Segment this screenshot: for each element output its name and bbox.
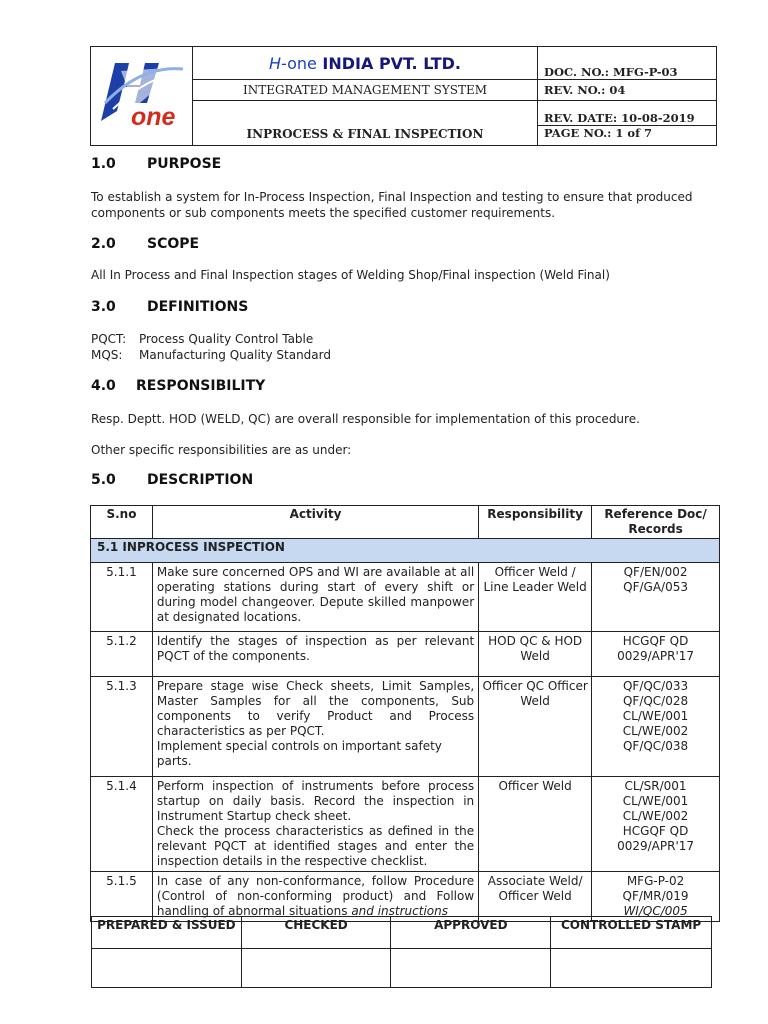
row-reference: HCGQF QD 0029/APR'17 — [592, 632, 720, 677]
section-title: DESCRIPTION — [147, 472, 254, 488]
signoff-approved-cell — [391, 949, 551, 988]
table-row — [91, 563, 720, 632]
table-row — [91, 777, 720, 872]
row-responsibility: HOD QC & HOD Weld — [479, 632, 592, 677]
row-responsibility: Associate Weld/ Officer Weld — [479, 872, 592, 922]
definitions-list — [91, 331, 331, 363]
table-row — [91, 872, 720, 922]
subheading: 5.1 INPROCESS INSPECTION — [91, 539, 720, 563]
section-title: RESPONSIBILITY — [136, 378, 266, 394]
signoff-header-checked: CHECKED — [241, 917, 391, 949]
signoff-stamp-cell — [551, 949, 712, 988]
signoff-checked-cell — [241, 949, 391, 988]
row-reference: QF/EN/002 QF/GA/053 — [592, 563, 720, 632]
signoff-prepared-cell — [92, 949, 242, 988]
row-responsibility: Officer QC Officer Weld — [479, 677, 592, 777]
section-heading-definitions — [91, 299, 248, 315]
company-logo — [91, 47, 193, 146]
row-reference: MFG-P-02 QF/MR/019 WI/QC/005 — [592, 872, 720, 922]
row-number: 5.1.4 — [91, 777, 153, 872]
column-header: S.no — [91, 506, 153, 539]
column-header: Responsibility — [479, 506, 592, 539]
row-responsibility: Officer Weld — [479, 777, 592, 872]
h-one-logo-icon — [91, 47, 191, 141]
definition-item: MQS: Manufacturing Quality Standard — [91, 348, 331, 362]
section-number: 1.0 — [91, 156, 116, 172]
section-title: DEFINITIONS — [147, 299, 249, 315]
definition-item: PQCT: Process Quality Control Table — [91, 332, 314, 346]
row-number: 5.1.5 — [91, 872, 153, 922]
description-table — [90, 505, 720, 922]
section-heading-scope — [91, 236, 199, 252]
column-header: Activity — [152, 506, 478, 539]
page-number: PAGE NO.: 1 of 7 — [538, 126, 717, 146]
section-title: PURPOSE — [147, 156, 222, 172]
row-activity: In case of any non-conformance, follow Procedure (Control of non-conforming product) and Follow handling of abnormal situations and instructions — [152, 872, 478, 922]
section-title: SCOPE — [147, 236, 200, 252]
row-activity: Perform inspection of instruments before process startup on daily basis. Record the inspection in Instrument Startup check sheet. Check the process characteristics as defined in the relevant PQCT at identified stages and enter the inspection details in the respective checklist. — [152, 777, 478, 872]
column-header: Reference Doc/ Records — [592, 506, 720, 539]
section-number: 5.0 — [91, 472, 116, 488]
section-heading-description — [91, 472, 253, 488]
table-subheading-row — [91, 539, 720, 563]
revision-date: REV. DATE: 10-08-2019 — [538, 101, 717, 126]
svg-text:one: one — [131, 103, 176, 131]
row-activity: Make sure concerned OPS and WI are available at all operating stations during start of every shift or during model changeover. Depute skilled manpower at designated locations. — [152, 563, 478, 632]
document-header — [90, 46, 717, 146]
row-activity: Identify the stages of inspection as per relevant PQCT of the components. — [152, 632, 478, 677]
section-number: 2.0 — [91, 236, 116, 252]
section-number: 3.0 — [91, 299, 116, 315]
management-system-label: INTEGRATED MANAGEMENT SYSTEM — [193, 80, 538, 101]
responsibility-subtext: Other specific responsibilities are as under: — [91, 443, 352, 457]
row-responsibility: Officer Weld / Line Leader Weld — [479, 563, 592, 632]
signoff-header-approved: APPROVED — [391, 917, 551, 949]
responsibility-text: Resp. Deptt. HOD (WELD, QC) are overall responsible for implementation of this procedure. — [91, 412, 640, 426]
revision-number: REV. NO.: 04 — [538, 80, 717, 101]
signoff-header-prepared: PREPARED & ISSUED — [92, 917, 242, 949]
section-heading-purpose — [91, 156, 221, 172]
row-reference: CL/SR/001 CL/WE/001 CL/WE/002 HCGQF QD 0029/APR'17 — [592, 777, 720, 872]
row-reference: QF/QC/033 QF/QC/028 CL/WE/001 CL/WE/002 QF/QC/038 — [592, 677, 720, 777]
scope-text: All In Process and Final Inspection stages of Welding Shop/Final inspection (Weld Final) — [91, 268, 610, 282]
row-number: 5.1.1 — [91, 563, 153, 632]
signoff-header-stamp: CONTROLLED STAMP — [551, 917, 712, 949]
purpose-text: To establish a system for In-Process Inspection, Final Inspection and testing to ensure that produced components or sub components meets the specified customer requirements. — [91, 190, 693, 220]
document-title: INPROCESS & FINAL INSPECTION — [193, 101, 538, 146]
section-heading-responsibility — [91, 378, 265, 394]
doc-number: DOC. NO.: MFG-P-03 — [538, 47, 717, 80]
company-name: H-one INDIA PVT. LTD. — [193, 47, 538, 80]
row-number: 5.1.2 — [91, 632, 153, 677]
table-row — [91, 632, 720, 677]
row-activity: Prepare stage wise Check sheets, Limit Samples, Master Samples for all the components, Sub components to verify Product and Process characteristics as per PQCT. Implement special controls on important safety parts. — [152, 677, 478, 777]
row-number: 5.1.3 — [91, 677, 153, 777]
section-number: 4.0 — [91, 378, 116, 394]
table-row — [91, 677, 720, 777]
signoff-table — [91, 916, 712, 988]
